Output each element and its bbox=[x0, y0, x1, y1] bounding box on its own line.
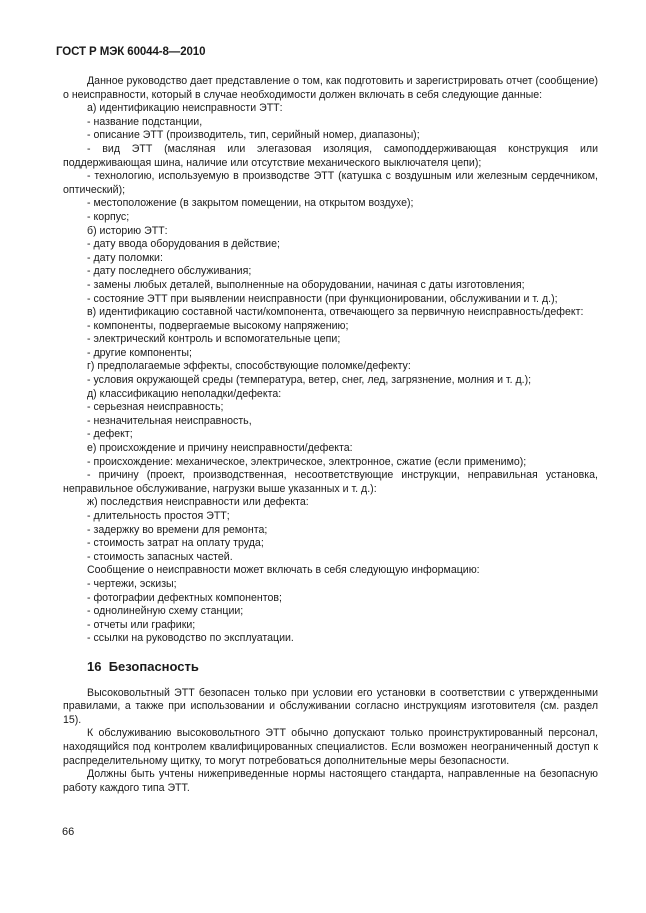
list-item: - описание ЭТТ (производитель, тип, серийный номер, диапазоны); bbox=[87, 129, 420, 142]
list-item: - вид ЭТТ (масляная или элегазовая изоляция, самоподдерживающая конструкция или поддерживающая шина, наличие или отсутствие механического выключателя цепи); bbox=[63, 142, 598, 169]
document-header: ГОСТ Р МЭК 60044-8—2010 bbox=[56, 46, 206, 58]
list-item: - длительность простоя ЭТТ; bbox=[87, 510, 230, 522]
body-paragraph: К обслуживанию высоковольтного ЭТТ обычно допускают только проинструктированный персонал, находящийся под контролем квалифицированных специалистов. Если возможен неограниченный доступ к распределительному щитку, то могут потребоваться дополнительные меры безопасности. bbox=[63, 727, 598, 767]
list-item: - дефект; bbox=[87, 428, 133, 441]
list-item: - отчеты или графики; bbox=[87, 618, 196, 631]
body-paragraph: Высоковольтный ЭТТ безопасен только при условии его установки в соответствии с утвержденными правилами, а также при использовании и обслуживании согласно инструкциям изготовителя (см. раздел 15). bbox=[63, 686, 598, 726]
list-item: - электрический контроль и вспомогательные цепи; bbox=[87, 333, 341, 346]
list-item: а) идентификацию неисправности ЭТТ: bbox=[87, 102, 283, 115]
page-content bbox=[63, 75, 598, 795]
section-title: Безопасность bbox=[108, 658, 199, 674]
list-item: б) историю ЭТТ: bbox=[87, 224, 168, 237]
page-number: 66 bbox=[62, 826, 75, 838]
list-item: - серьезная неисправность; bbox=[87, 401, 224, 414]
list-item: - дату последнего обслуживания; bbox=[87, 265, 252, 278]
list-item: г) предполагаемые эффекты, способствующие поломке/дефекту: bbox=[87, 360, 411, 373]
list-item: - название подстанции, bbox=[87, 115, 203, 128]
list-item: - причину (проект, производственная, несоответствующие инструкции, неправильная установка, неправильное обслуживание, нагрузки выше указанных и т. д.): bbox=[63, 469, 598, 495]
section-heading bbox=[87, 660, 598, 674]
section-number: 16 bbox=[87, 658, 102, 674]
list-item: в) идентификацию составной части/компонента, отвечающего за первичную неисправность/дефект: bbox=[87, 306, 584, 319]
list-item: - однолинейную схему станции; bbox=[87, 605, 244, 618]
list-item: - местоположение (в закрытом помещении, на открытом воздухе); bbox=[87, 197, 414, 210]
list-item: - замены любых деталей, выполненные на оборудовании, начиная с даты изготовления; bbox=[87, 278, 525, 291]
list-item: - задержку во времени для ремонта; bbox=[87, 523, 268, 536]
list-item: - чертежи, эскизы; bbox=[87, 577, 177, 590]
list-item: д) классификацию неполадки/дефекта: bbox=[87, 387, 282, 400]
list-item: - стоимость затрат на оплату труда; bbox=[87, 537, 264, 550]
list-item: - дату ввода оборудования в действие; bbox=[87, 238, 280, 251]
list-item: - условия окружающей среды (температура, ветер, снег, лед, загрязнение, молния и т. д.); bbox=[87, 374, 532, 387]
list-item: - технологию, используемую в производстве ЭТТ (катушка с воздушным или железным сердечником, оптический); bbox=[63, 170, 598, 196]
list-item: - стоимость запасных частей. bbox=[87, 550, 233, 563]
list-item: - состояние ЭТТ при выявлении неисправности (при функционировании, обслуживании и т. д.); bbox=[87, 292, 558, 305]
list-item: - незначительная неисправность, bbox=[87, 414, 252, 427]
list-item: - дату поломки: bbox=[87, 251, 163, 264]
list-item: - происхождение: механическое, электрическое, электронное, сжатие (если применимо); bbox=[87, 455, 527, 468]
intro-paragraph: Данное руководство дает представление о том, как подготовить и зарегистрировать отчет (сообщение) о неисправности, который в случае необходимости должен включать в себя следующие данные: bbox=[63, 75, 598, 101]
list-item: Сообщение о неисправности может включать в себя следующую информацию: bbox=[87, 564, 480, 577]
list-item: - другие компоненты; bbox=[87, 346, 192, 359]
list-item: ж) последствия неисправности или дефекта: bbox=[87, 496, 309, 509]
report-items-list bbox=[63, 102, 598, 646]
list-item: е) происхождение и причину неисправности/дефекта: bbox=[87, 442, 353, 455]
body-paragraph: Должны быть учтены нижеприведенные нормы настоящего стандарта, направленные на безопасную работу каждого типа ЭТТ. bbox=[63, 768, 598, 794]
list-item: - компоненты, подвергаемые высокому напряжению; bbox=[87, 319, 349, 332]
list-item: - ссылки на руководство по эксплуатации. bbox=[87, 632, 294, 645]
list-item: - корпус; bbox=[87, 210, 130, 223]
safety-paragraphs bbox=[63, 687, 598, 796]
list-item: - фотографии дефектных компонентов; bbox=[87, 591, 282, 604]
